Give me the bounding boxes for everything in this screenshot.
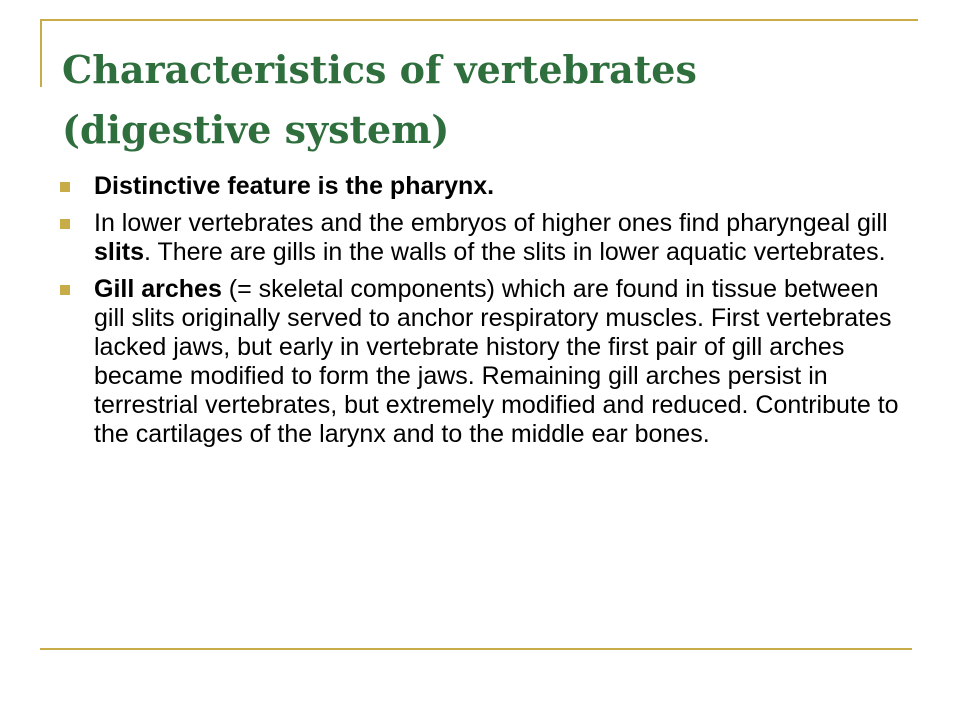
square-bullet-icon xyxy=(60,285,70,295)
left-rule xyxy=(40,19,42,87)
bullet-2-text-start: In lower vertebrates and the embryos of higher ones find pharyngeal gill xyxy=(94,209,888,237)
square-bullet-icon xyxy=(60,219,70,229)
bullet-2-text-end: . There are gills in the walls of the slits in lower aquatic vertebrates. xyxy=(144,238,886,266)
top-rule xyxy=(40,19,918,21)
bullet-2-emphasis: slits xyxy=(94,238,145,266)
bullet-3-text: (= skeletal components) which are found in tissue between gill slits originally served to anchor respiratory muscles. First vertebrates lacked jaws, but early in vertebrate history the first pair of gill arches became modified to form the jaws. Remaining gill arches persist in terrestrial vertebrates, but extremely modified and reduced. Contribute to the cartilages of the larynx and to the middle ear bones. xyxy=(94,275,899,448)
bullet-item-1 xyxy=(60,172,910,201)
bullet-item-2 xyxy=(60,209,910,267)
bottom-rule xyxy=(40,648,912,650)
bullet-1-lead: Distinctive feature is the pharynx. xyxy=(94,172,495,200)
bullet-item-3 xyxy=(60,275,910,449)
bullet-3-lead: Gill arches xyxy=(94,275,222,303)
square-bullet-icon xyxy=(60,182,70,192)
bullet-list xyxy=(60,172,910,457)
slide-title: Characteristics of vertebrates (digestive system) xyxy=(62,47,697,152)
